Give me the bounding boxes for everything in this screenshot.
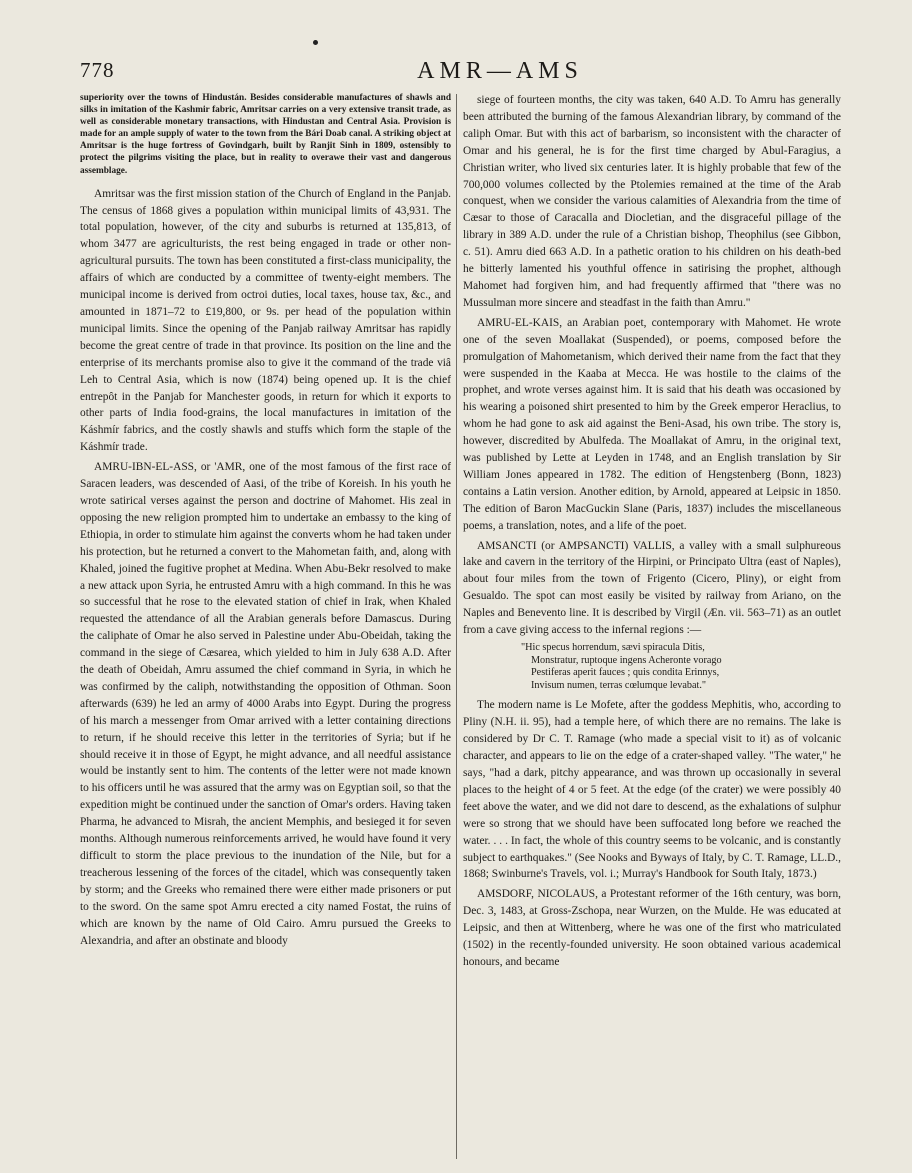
column-divider <box>456 94 457 1159</box>
verse-line: "Hic specus horrendum, sævi spiracula Ditis, <box>521 642 705 653</box>
paragraph-le-mofete: The modern name is Le Mofete, after the goddess Mephitis, who, according to Pliny (N.H. ii. 95), had a temple here, of which there are no remains. The lake is considered by Dr C. T. Ramage (who made a special visit to it) as of volcanic character, and appears to lie on the edge of a crater-shaped valley. "The water," he says, "had a dark, pitchy appearance, and was thrown up occasionally in several places to the height of 4 or 5 feet. At the edge (of the crater) we were possibly 40 feet above the water, and we did not dare to descend, as the exhalations of sulphur were so strong that we should have been suffocated long before we reached the water. . . . In fact, the whole of this country seems to be volcanic, and is constantly subject to earthquakes." (See Nooks and Byways of Italy, by C. T. Ramage, LL.D., 1868; Swinburne's Travels, vol. i.; Murray's Handbook for South Italy, 1873.) <box>463 699 841 881</box>
verse-quotation <box>521 642 841 692</box>
paragraph-amsancti-vallis: AMSANCTI (or AMPSANCTI) VALLIS, a valley with a small sulphureous lake and cavern in the territory of the Hirpini, or Principato Ultra (east of Naples), about four miles from the town of Frigento (Cicero, Pliny), or eight from Gesualdo. The spot can most easily be visited by railway from Ariano, on the Naples and Benevento line. It is described by Virgil (Æn. vii. 563–71) as an outlet from a cave giving access to the infernal regions :— <box>463 539 841 637</box>
paragraph-alexandria-siege: siege of fourteen months, the city was taken, 640 A.D. To Amru has generally been attributed the burning of the famous Alexandrian library, by command of the caliph Omar. But with this act of barbarism, so inconsistent with the character of Omar and his general, he is for the first time charged by Abul-Faragius, a Christian writer, who lived six centuries later. It is highly probable that few of the 700,000 volumes collected by the Ptolemies remained at the time of the Arab conquest, when we consider the various calamities of Alexandria from the time of Cæsar to those of Caracalla and Diocletian, and the disgraceful pillage of the library in 389 A.D. under the rule of a Christian bishop, Theophilus (see Gibbon, c. 51). Amru died 663 A.D. In a pathetic oration to his children on his death-bed he bitterly lamented his youthful offence in satirising the prophet, although Mahomet had forgiven him, and had frequently affirmed that "there was no Mussulman more sincere and steadfast in the faith than Amru." <box>463 94 841 309</box>
verse-line: Monstratur, ruptoque ingens Acheronte vorago <box>531 654 722 666</box>
page-number: 778 <box>80 58 115 82</box>
paragraph-continued-note: superiority over the towns of Hindustán. Besides considerable manufactures of shawls and silks in imitation of the Kashmir fabric, Amritsar carries on a very extensive transit trade, as well as considerable monetary transactions, with Hindustan and Central Asia. Provision is made for an ample supply of water to the town from the Bári Doab canal. A striking object at Amritsar is the huge fortress of Govindgarh, built by Ranjit Sinh in 1809, ostensibly to protect the pilgrims visiting the place, but in reality to overawe their vast and dangerous assemblage. <box>80 93 451 176</box>
right-column <box>463 92 841 1162</box>
left-column <box>80 92 451 1162</box>
paragraph-amsdorf: AMSDORF, NICOLAUS, a Protestant reformer of the 16th century, was born, Dec. 3, 1483, at Gross-Zschopa, near Wurzen, on the Mulde. He was educated at Leipsic, and then at Wittenberg, where he was one of the first who matriculated (1502) in the recently-founded university. He soon obtained various academical honours, and became <box>463 888 841 968</box>
verse-line: Invisum numen, terras cœlumque levabat." <box>531 679 707 691</box>
paragraph-amru-ibn-el-ass: AMRU-IBN-EL-ASS, or 'AMR, one of the most famous of the first race of Saracen leaders, was descended of Aasi, of the tribe of Koreish. In his youth he wrote satirical verses against the person and doctrine of Mahomet. His zeal in opposing the new religion prompted him to undertake an embassy to the king of Ethiopia, in order to stimulate him against the converts whom he had taken under his protection, but he returned a convert to the Mahometan faith, and, along with Khaled, joined the fugitive prophet at Medina. When Abu-Bekr resolved to make a new attack upon Syria, he entrusted Amru with a high command. In this he was so successful that he rose to the elevated station of chief in Irak, when Khaled requested the attendance of all the Arabian generals before Damascus. During the caliphate of Omar he also served in Palestine under Abu-Obeidah, taking the command in the siege of Cæsarea, which yielded to him in July 638 A.D. After the death of Obeidah, Amru assumed the chief command in Syria, in which he was confirmed by the caliph, notwithstanding the opposition of Othman. Soon afterwards (639) he led an army of 4000 Arabs into Egypt. During the progress of his march a messenger from Omar arrived with a letter containing directions to return, if he should receive this letter in the territories of Syria; but if he should receive it in those of Egypt, he might advance, and all needful assistance would be instantly sent to him. The contents of the letter were not made known to his officers until he was assured that the army was on Egyptian soil, so that the expedition might be continued under the sanction of Omar's orders. Having taken Pharma, he advanced to Misrah, the ancient Memphis, and besieged it for seven months. Although numerous reinforcements arrived, he would have found it very difficult to storm the place previous to the inundation of the Nile, but for a treacherous lessening of the forces of the citadel, which was consequently taken by storm; and the Greeks who remained there were either made prisoners or put to the sword. On the same spot Amru erected a city named Fostat, the ruins of which are known by the name of Old Cairo. Amru pursued the Greeks to Alexandria, and after an obstinate and bloody <box>80 461 451 947</box>
paragraph-amru-el-kais: AMRU-EL-KAIS, an Arabian poet, contemporary with Mahomet. He wrote one of the seven Moallakat (Suspended), or poems, composed before the promulgation of Mahometanism, which derived their name from the fact that they were suspended in the Kaaba at Mecca. He was hostile to the claims of the prophet, and wrote verses against him. It is said that his death was occasioned by his wearing a poisoned shirt presented to him by the Greek emperor Heraclius, to whom he had gone to ask aid against the Beni-Asad, his own tribe. The story is, however, discredited by Abulfeda. The Moallakat of Amru, in the original text, was published by Lette at Leyden in 1748, and an English translation by Sir William Jones appeared in 1782. The edition of Hengstenberg (Bonn, 1823) contains a Latin version. Another edition, by Arnold, appeared at Leipsic in 1850. The edition of Baron MacGuckin Slane (Paris, 1837) includes the miscellaneous poems, a translation, notes, and a life of the poet. <box>463 316 841 532</box>
ink-dot <box>313 40 318 45</box>
running-head: AMR—AMS <box>417 58 583 84</box>
paragraph-amritsar-mission: Amritsar was the first mission station of the Church of England in the Panjab. The census of 1868 gives a population within municipal limits of 43,931. The total population, however, of the city and suburbs is returned at 135,813, of whom 3477 are agriculturists, the rest being engaged in trade or other non-agricultural pursuits. The town has been constituted a first-class municipality, the affairs of which are conducted by a committee of twenty-eight members. The municipal income is derived from octroi duties, local taxes, house tax, &c., and amounted in 1871–72 to £19,800, or 9s. per head of the population within municipal limits. Since the opening of the Panjab railway Amritsar has rapidly become the great centre of trade in that province. Its position on the line and the enterprise of its merchants promise also to give it the command of the trade viâ Leh to Central Asia, which is now (1874) being opened up. It is the chief entrepôt in the Panjab for Manchester goods, in return for which it exports to other parts of India food-grains, the local manufactures in imitation of the Káshmír fabrics, and the costly shawls and stuffs which form the staple of the Káshmír trade. <box>80 187 451 454</box>
page-header <box>80 58 840 88</box>
verse-line: Pestiferas aperit fauces ; quis condita Erinnys, <box>531 667 720 679</box>
